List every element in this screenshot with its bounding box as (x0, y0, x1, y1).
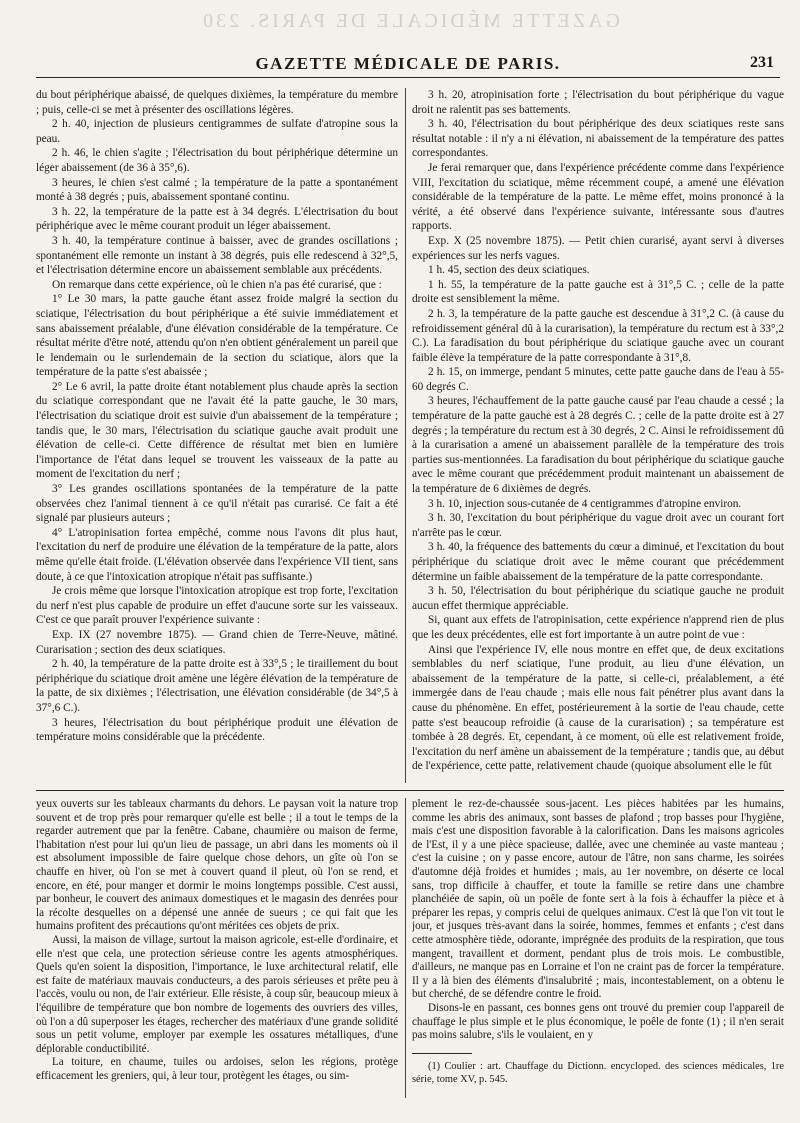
paragraph: 1 h. 45, section des deux sciatiques. (428, 264, 590, 277)
paragraph: 3 h. 22, la température de la patte est à 34 degrés. L'électrisation du bout périphérique avec le même courant produit un léger abaissement. (36, 205, 398, 233)
paragraph: 3 h. 40, la température continue à baisser, avec de grandes oscillations ; spontanément elle remonte un instant à 38 degrés, puis elle redescend à 32°,5, et l'électrisation détermine encore un abaissement semblable aux précédents. (36, 234, 398, 277)
column-divider (405, 798, 406, 1098)
paragraph: Si, quant aux effets de l'atropinisation, cette expérience n'apprend rien de plus que les deux précédentes, elle est fort importante à un autre point de vue : (412, 614, 784, 641)
paragraph: 3 h. 10, injection sous-cutanée de 4 centigrammes d'atropine environ. (428, 497, 742, 510)
paragraph: 2 h. 3, la température de la patte gauche est descendue à 31°,2 C. (à cause du refroidissement général dû à la curarisation), la température du rectum est à 33°,2 C.). La faradisation du bout périphérique du sciatique gauche avec un courant faible élève la température de la patte correspondante à 31°,8. (412, 307, 784, 364)
paragraph: Disons-le en passant, ces bonnes gens ont trouvé du premier coup l'appareil de chauffage le plus simple et le plus économique, le poêle de fonte (1) ; il n'en serait pas moins salubre, s'ils le voulaient, en y (412, 1001, 784, 1042)
paragraph: 2° Le 6 avril, la patte droite étant notablement plus chaude après la section du sciatique correspondant que ne l'avait été la patte gauche, le 30 mars, l'électrisation du sciatique droit est suivie d'un abaissement de la température ; tandis que, le 30 mars, l'électrisation du sciatique gauche avait produit une élévation de celle-ci. Cette différence de résultat met bien en lumière l'importance de l'état dans lequel se trouvent les vaisseaux de la patte au moment de l'excitation du nerf ; (36, 380, 398, 481)
column-top-right (412, 88, 784, 783)
journal-title: GAZETTE MÉDICALE DE PARIS. (255, 54, 561, 73)
paragraph: 1° Le 30 mars, la patte gauche étant assez froide malgré la section du sciatique, l'électrisation du bout périphérique a été suivie immédiatement et sans abaissement préalable, d'une élévation considérable de la température. Ce résultat mérite d'être noté, attendu qu'on n'en obtient généralement un pareil que le lendemain ou le surlendemain de la section du sciatique, alors que la température de la patte s'est abaissée ; (36, 293, 398, 379)
paragraph: yeux ouverts sur les tableaux charmants du dehors. Le paysan voit la nature trop souvent et de trop près pour remarquer qu'elle est belle ; il a tout le temps de la regarder autrement que par la fenêtre. Cabane, chaumière ou maison de ferme, l'habitation n'est pour lui qu'un lieu de passage, un abri dans les moments où il est absolument impossible de faire quelque chose dehors, un gîte où l'on se chauffe en hiver, où l'on se met à couvert quand il pleut, où l'on se rend, et encore, en été, pour manger et dormir le moins longtemps possible. C'est aussi, par bonheur, le couvert des animaux domestiques et le magasin des denrées pour la récolte desquelles on a dépensé une année de sueurs ; ce qui fait que les humains profitent des précautions qu'ont méritées ces objets de prix. (36, 798, 398, 933)
paragraph: 3 heures, l'électrisation du bout périphérique produit une élévation de température moins considérable que la précédente. (36, 716, 398, 744)
paragraph: Aussi, la maison de village, surtout la maison agricole, est-elle d'ordinaire, et elle n'est que cela, une protection sérieuse contre les agents atmosphériques. Quels qu'en soient la disposition, l'importance, le luxe architectural relatif, elle est faite de matériaux mauvais conducteurs, a des parois sérieuses et prête peu à l'accès, voulu ou non, de l'air extérieur. Elle résiste, à coup sûr, beaucoup mieux à l'équilibre de température que bon nombre de logements des ouvriers des villes, où l'on a dû superposer les étages, rechercher des matériaux d'une grande solidité sous un petit volume, employer par exemple les ossatures métalliques, d'une déplorable conductibilité. (36, 933, 398, 1055)
column-divider (405, 88, 406, 783)
paragraph: 1 h. 55, la température de la patte gauche est à 31°,5 C. ; celle de la patte droite est sensiblement la même. (412, 278, 784, 306)
column-bottom-right (412, 798, 784, 1116)
paragraph: 4° L'atropinisation fortea empêché, comme nous l'avons dit plus haut, l'excitation du nerf de produire une élévation de la température de la patte, alors même qu'elle était froide. (L'élévation observée dans l'expérience VII tient, sans doute, à ce que l'intoxication atropique n'était pas suffisante.) (36, 526, 398, 583)
footnote-rule (412, 1053, 472, 1054)
paragraph: 3 h. 50, l'électrisation du bout périphérique du sciatique gauche ne produit aucun effet thermique appréciable. (412, 585, 784, 612)
paragraph: Je ferai remarquer que, dans l'expérience précédente comme dans l'expérience VIII, l'excitation du sciatique, même récemment coupé, a amené une élévation considérable de la température de la patte. Le même effet, moins prononcé à la vérité, a été observé dans l'expérience suivante, intéressante sous d'autres rapports. (412, 161, 784, 233)
paragraph: du bout périphérique abaissé, de quelques dixièmes, la température du membre ; puis, celle-ci se met à présenter des oscillations légères. (36, 89, 398, 116)
paragraph: plement le rez-de-chaussée sous-jacent. Les pièces habitées par les humains, comme les abris des animaux, sont basses de plafond ; trop basses pour l'hygiène, mais c'est une disposition favorable à la calorification. Dans les maisons agricoles de l'Est, il y a une pièce spacieuse, dallée, avec une cheminée au vaste manteau ; c'est la cuisine ; on y passe encore, autour de l'âtre, non sans charme, les soirées d'automne déjà froides et humides ; mais, au 1er novembre, on déserte ce local sans, trop difficile à chauffer, et toute la famille se retire dans une chambre planchéiée de sapin, où un poêle de fonte sert à la fois à échauffer la pièce et à préparer les repas, y compris celui de quelques animaux. C'est là que l'on vit tout le jour, et jusques très-avant dans la soirée, hommes, femmes et enfants ; c'est dans cette atmosphère tiède, odorante, imprégnée des produits de la respiration, que tous mangent, travaillent et dorment, pendant plus de trois mois. Le combustible, d'ailleurs, ne manque pas en Lorraine et l'on ne craint pas de forcer la température. Il y a là bien des éléments d'insalubrité ; mais, incontestablement, on a obtenu le but cherché, de se défendre contre le froid. (412, 798, 784, 1001)
page-header (36, 54, 780, 78)
paragraph: 2 h. 40, injection de plusieurs centigrammes de sulfate d'atropine sous la peau. (36, 118, 398, 145)
paragraph: Ainsi que l'expérience IV, elle nous montre en effet que, de deux excitations semblables du nerf sciatique, l'une produit, au lieu d'une élévation, un abaissement de la température de la patte, si celle-ci, préalablement, a été immergée dans de l'eau chaude ; mais elle nous fait pénétrer plus avant dans la cause du phénomène. En effet, postérieurement à la sortie de l'eau chaude, cette patte s'est beaucoup refroidie (à cause de la curarisation) ; sa température est tombée à 28 degrés. Et, cependant, à ce moment, où elle est relativement froide, l'excitation du nerf amène un abaissement de la température ; tandis que, au début de l'expérience, cette patte, relativement chaude (quoique absolument elle le fût (412, 643, 784, 773)
paragraph: La toiture, en chaume, tuiles ou ardoises, selon les régions, protège efficacement les greniers, qui, à leur tour, protègent les étages, ou sim- (36, 1056, 398, 1082)
paragraph: 3 h. 30, l'excitation du bout périphérique du vague droit avec un courant fort n'arrête pas le cœur. (412, 512, 784, 539)
paragraph: 3 h. 40, la fréquence des battements du cœur a diminué, et l'excitation du bout périphérique du sciatique droit avec le même courant que précédemment détermine un faible abaissement de la température de la patte correspondante. (412, 541, 784, 583)
paragraph: On remarque dans cette expérience, où le chien n'a pas été curarisé, que : (52, 278, 382, 291)
paragraph: 3° Les grandes oscillations spontanées de la température de la patte observées chez l'animal tiennent à ce qu'il n'était pas curarisé. Ce fait a été signalé par plusieurs auteurs ; (36, 483, 398, 525)
paragraph: 3 heures, le chien s'est calmé ; la température de la patte a spontanément monté à 38 degrés ; puis, abaissement spontané continu. (36, 176, 398, 204)
column-bottom-left (36, 798, 398, 1116)
bleed-through-header: GAZETTE MÉDICALE DE PARIS. 230 (200, 10, 620, 32)
paragraph: 2 h. 40, la température de la patte droite est à 33°,5 ; le tiraillement du bout périphérique du sciatique droit amène une légère élévation de la température de la patte, de six dixièmes ; l'électrisation, une élévation considérable (de 34°,5 à 37°,6 C.). (36, 658, 398, 714)
paragraph: 3 heures, l'échauffement de la patte gauche causé par l'eau chaude a cessé ; la température de la patte gauche est à 28 degrés C. ; celle de la patte droite est à 27 degrés ; la température du rectum est à 30 degrés, 2 C. Ainsi le refroidissement dû à la curarisation a amené un abaissement parallèle de la température des trois parties sus-mentionnées. La faradisation du bout périphérique du sciatique gauche avec le même courant que précédemment produit maintenant un abaissement de la température de 6 dixièmes de degrés. (412, 395, 784, 496)
paragraph: 3 h. 40, l'électrisation du bout périphérique des deux sciatiques reste sans résultat notable : il n'y a ni élévation, ni abaissement de la température des pattes correspondantes. (412, 118, 784, 160)
page-number: 231 (750, 54, 774, 71)
paragraph: 2 h. 15, on immerge, pendant 5 minutes, cette patte gauche dans de l'eau à 55-60 degrés C. (412, 366, 784, 393)
paragraph: Je crois même que lorsque l'intoxication atropique est trop forte, l'excitation du nerf n'est plus capable de produire un effet d'aucune sorte sur les vaisseaux. C'est ce que paraît prouver l'expérience suivante : (36, 585, 398, 627)
section-divider (36, 790, 784, 791)
paragraph: 2 h. 46, le chien s'agite ; l'électrisation du bout périphérique détermine un léger abaissement (de 36 à 35°,6). (36, 147, 398, 174)
experiment-heading: Exp. X (25 novembre 1875). — Petit chien curarisé, ayant servi à diverses expériences sur les nerfs vagues. (412, 234, 784, 262)
footnote: (1) Coulier : art. Chauffage du Dictionn. encycloped. des sciences médicales, 1re série, tome XV, p. 545. (412, 1060, 784, 1085)
column-top-left (36, 88, 398, 783)
paragraph: 3 h. 20, atropinisation forte ; l'électrisation du bout périphérique du vague droit ne ralentit pas ses battements. (412, 89, 784, 116)
experiment-heading: Exp. IX (27 novembre 1875). — Grand chien de Terre-Neuve, mâtiné. Curarisation ; section des deux sciatiques. (36, 628, 398, 656)
